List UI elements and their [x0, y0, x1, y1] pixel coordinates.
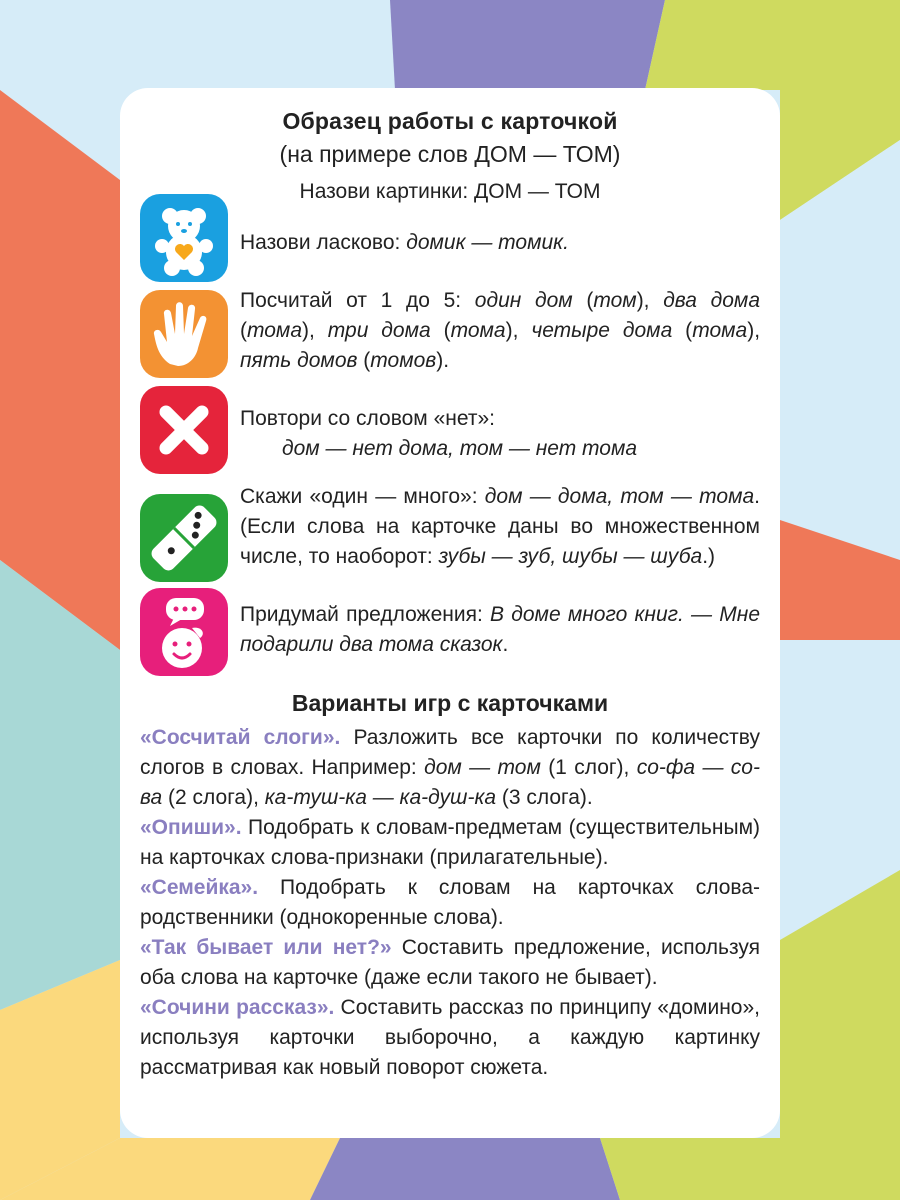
- task-row: Скажи «один — много»: дом — дома, том — тома. (Если слова на карточке даны во множественном числе, то наоборот: зубы — зуб, шубы — шуба.): [140, 482, 760, 582]
- domino-icon: [140, 494, 228, 582]
- task-row: Придумай предложения: В доме много книг. — Мне подарили два тома сказок.: [140, 588, 760, 676]
- cross-icon: [140, 386, 228, 474]
- game-item: «Опиши». Подобрать к словам-предметам (существительным) на карточках слова-признаки (прилагательные).: [140, 816, 760, 869]
- card-title: Образец работы с карточкой: [282, 108, 618, 134]
- hand-icon: [140, 290, 228, 378]
- game-item: «Семейка». Подобрать к словам на карточках слова-родственники (однокоренные слова).: [140, 876, 760, 929]
- game-item: «Сосчитай слоги». Разложить все карточки по количеству слогов в словах. Например: дом — том (1 слог), со-фа — со-ва (2 слога), ка-туш-ка — ка-душ-ка (3 слога).: [140, 726, 760, 809]
- game-item: «Так бывает или нет?» Составить предложение, используя оба слова на карточке (даже если такого не бывает).: [140, 936, 761, 989]
- teddy-bear-icon: [140, 194, 228, 282]
- task-row: Посчитай от 1 до 5: один дом (том), два дома (тома), три дома (тома), четыре дома (тома), пять домов (томов).: [140, 290, 760, 378]
- task-row: Назови ласково: домик — томик.: [140, 194, 760, 282]
- game-item: «Сочини рассказ». Составить рассказ по принципу «домино», используя карточки выборочно, а каждую картинку рассматривая как новый поворот сюжета.: [140, 996, 760, 1079]
- task-row: Повтори со словом «нет»: дом — нет дома, том — нет тома: [140, 386, 760, 474]
- intro-text: Назови картинки: ДОМ — ТОМ: [299, 180, 601, 203]
- speech-face-icon: [140, 588, 228, 676]
- games-title: Варианты игр с карточками: [291, 690, 609, 716]
- card-subtitle: (на примере слов ДОМ — ТОМ): [279, 141, 621, 167]
- instruction-card: [120, 88, 780, 1138]
